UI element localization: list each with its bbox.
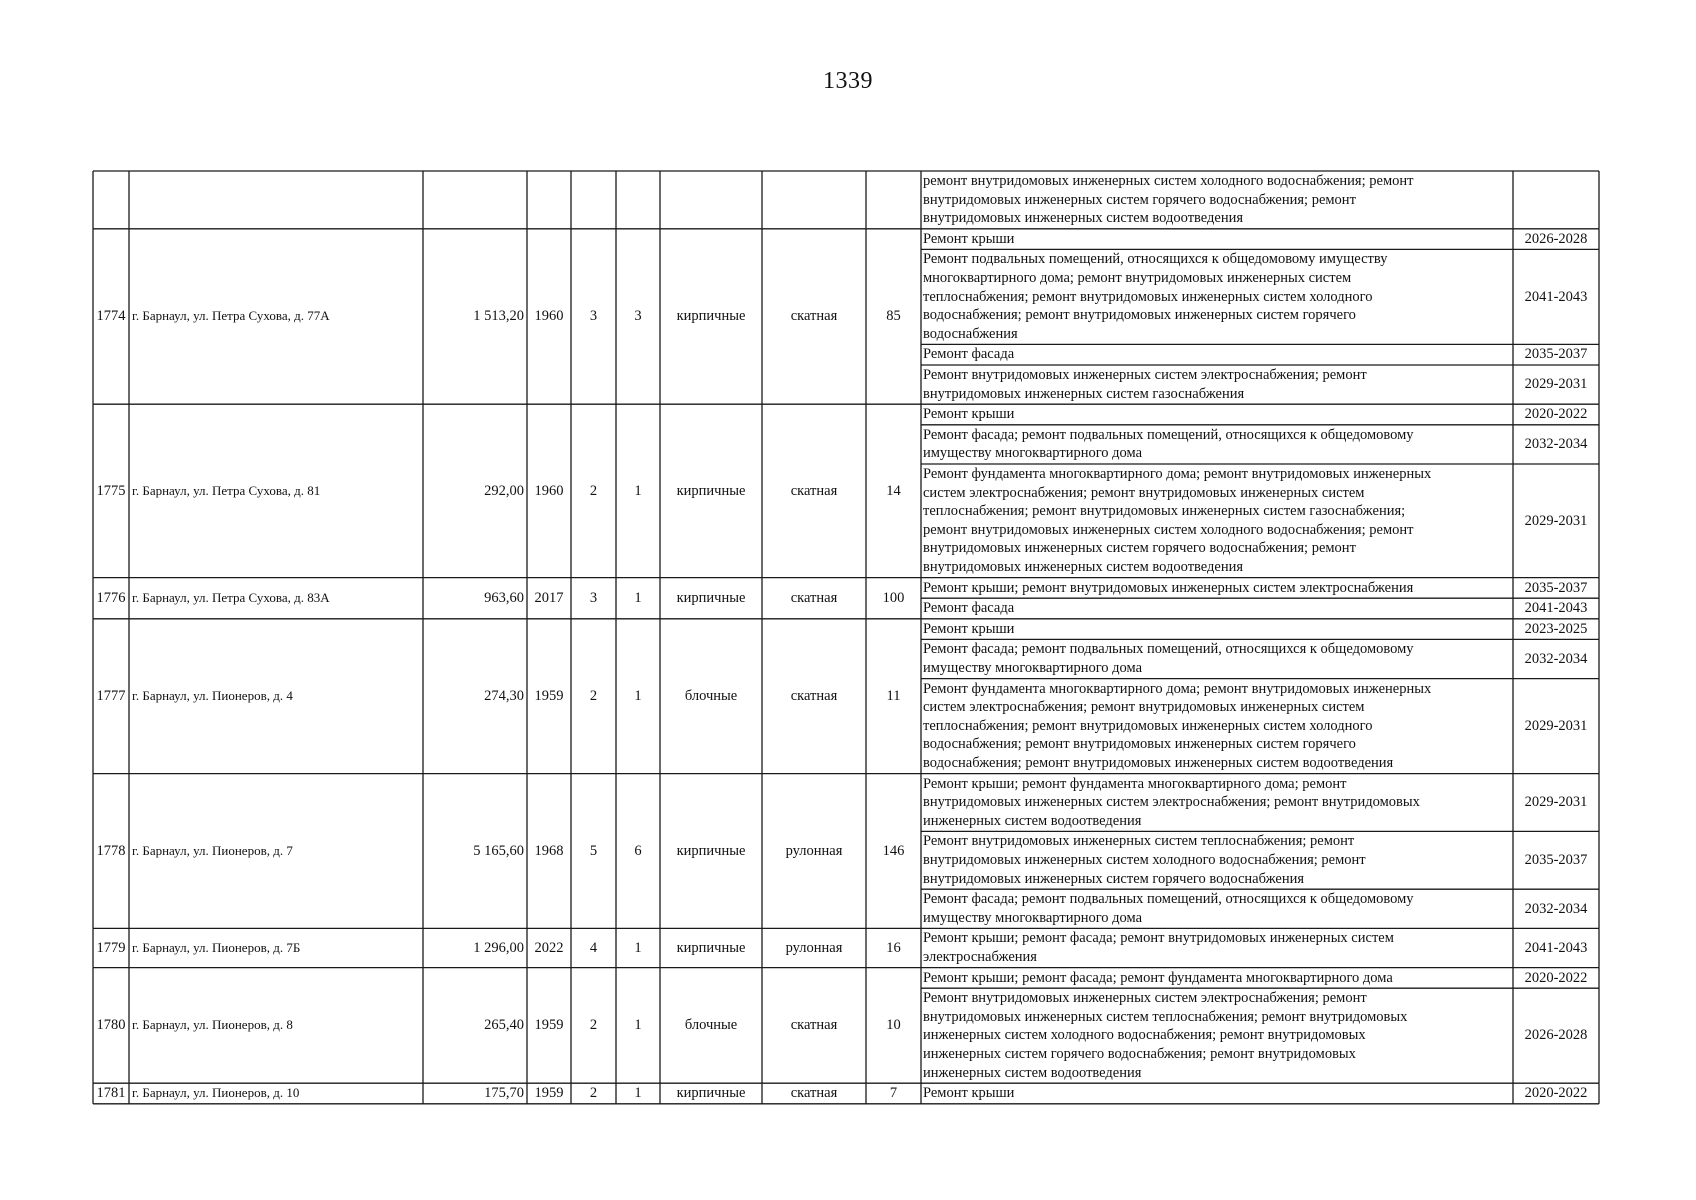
total-area: 5 165,60 [473, 842, 524, 859]
total-area: 1 296,00 [473, 939, 524, 956]
work-description-line: ремонт внутридомовых инженерных систем холодного водоснабжения; ремонт [923, 173, 1414, 189]
repair-period: 2020-2022 [1524, 406, 1588, 423]
total-area: 274,30 [484, 687, 524, 704]
repair-period: 2035-2037 [1524, 852, 1588, 868]
house-address: г. Барнаул, ул. Пионеров, д. 8 [132, 1017, 293, 1033]
repair-period: 2023-2025 [1524, 620, 1588, 637]
floors-count: 3 [589, 308, 598, 325]
build-year: 1959 [534, 687, 564, 704]
house-address: г. Барнаул, ул. Пионеров, д. 4 [132, 687, 293, 703]
entrances-count: 1 [634, 939, 642, 956]
floors-count: 2 [589, 687, 598, 704]
row-number: 1775 [96, 482, 126, 499]
work-description-line: инженерных систем горячего водоснабжения; ремонт внутридомовых [923, 1046, 1356, 1062]
repair-period: 2020-2022 [1524, 1085, 1588, 1102]
roof-type: рулонная [785, 939, 843, 956]
work-description-line: внутридомовых инженерных систем горячего водоснабжения [923, 870, 1305, 887]
house-address: г. Барнаул, ул. Пионеров, д. 7 [132, 842, 293, 858]
house-address: г. Барнаул, ул. Пионеров, д. 7Б [132, 939, 301, 955]
roof-type: рулонная [785, 842, 843, 859]
floors-count: 4 [589, 939, 598, 956]
work-description-line: Ремонт подвальных помещений, относящихся к общедомовому имуществу [923, 251, 1388, 268]
build-year: 1959 [534, 1085, 564, 1102]
house-address: г. Барнаул, ул. Пионеров, д. 10 [132, 1085, 300, 1101]
house-address: г. Барнаул, ул. Петра Сухова, д. 81 [132, 482, 321, 498]
residents-count: 85 [886, 308, 901, 325]
roof-type: скатная [790, 482, 838, 499]
repair-period: 2035-2037 [1524, 579, 1588, 596]
work-description-line: водоснабжения; ремонт внутридомовых инженерных систем водоотведения [923, 755, 1394, 771]
entrances-count: 3 [634, 308, 642, 325]
work-description-line: водоснабжения; ремонт внутридомовых инженерных систем горячего [923, 307, 1356, 324]
total-area: 265,40 [484, 1017, 524, 1034]
work-description-line: Ремонт внутридомовых инженерных систем теплоснабжения; ремонт [923, 833, 1355, 850]
repair-period: 2041-2043 [1524, 288, 1588, 305]
residents-count: 14 [886, 482, 901, 499]
roof-type: скатная [790, 1017, 838, 1034]
repair-period: 2032-2034 [1524, 900, 1588, 917]
residents-count: 11 [886, 687, 901, 704]
work-description-line: Ремонт фундамента многоквартирного дома; ремонт внутридомовых инженерных [923, 466, 1432, 482]
work-description-line: внутридомовых инженерных систем водоотведения [923, 559, 1244, 575]
entrances-count: 1 [634, 589, 642, 606]
wall-material: кирпичные [676, 939, 746, 956]
work-description-line: имуществу многоквартирного дома [923, 909, 1143, 926]
residents-count: 146 [882, 842, 905, 859]
repair-period: 2026-2028 [1524, 230, 1588, 247]
work-description-line: инженерных систем водоотведения [923, 1064, 1142, 1081]
wall-material: кирпичные [676, 1085, 746, 1102]
work-description-line: водоснабжения; ремонт внутридомовых инженерных систем горячего [923, 736, 1356, 753]
total-area: 963,60 [484, 589, 524, 606]
work-description-line: теплоснабжения; ремонт внутридомовых инженерных систем газоснабжения; [923, 503, 1406, 520]
work-description-line: внутридомовых инженерных систем водоотведения [923, 210, 1244, 227]
work-description-line: внутридомовых инженерных систем газоснабжения [923, 385, 1245, 402]
total-area: 175,70 [484, 1085, 524, 1102]
work-description-line: Ремонт фасада; ремонт подвальных помещений, относящихся к общедомовому [923, 641, 1414, 658]
work-description-line: Ремонт крыши; ремонт фасада; ремонт фундамента многоквартирного дома [923, 969, 1393, 986]
wall-material: кирпичные [676, 482, 746, 499]
wall-material: блочные [684, 687, 738, 704]
work-description-line: Ремонт внутридомовых инженерных систем электроснабжения; ремонт [923, 990, 1367, 1007]
repair-period: 2032-2034 [1524, 650, 1588, 667]
residents-count: 7 [889, 1085, 898, 1102]
build-year: 2022 [534, 939, 564, 956]
row-number: 1779 [96, 939, 126, 956]
work-description-line: Ремонт крыши; ремонт внутридомовых инженерных систем электроснабжения [923, 579, 1414, 596]
total-area: 1 513,20 [473, 308, 524, 325]
work-description-line: Ремонт крыши [923, 230, 1015, 247]
build-year: 1960 [534, 308, 564, 325]
row-number: 1777 [96, 687, 126, 704]
entrances-count: 6 [634, 842, 642, 859]
work-description-line: Ремонт фасада [923, 600, 1015, 617]
work-description-line: внутридомовых инженерных систем холодного водоснабжения; ремонт [923, 852, 1366, 868]
residents-count: 10 [886, 1017, 901, 1034]
repair-period: 2029-2031 [1524, 512, 1588, 529]
build-year: 2017 [534, 589, 564, 606]
work-description-line: Ремонт фундамента многоквартирного дома; ремонт внутридомовых инженерных [923, 680, 1432, 697]
row-number: 1780 [96, 1017, 126, 1034]
work-description-line: Ремонт внутридомовых инженерных систем электроснабжения; ремонт [923, 367, 1367, 383]
build-year: 1968 [534, 842, 564, 859]
floors-count: 2 [589, 482, 598, 499]
repair-period: 2029-2031 [1524, 376, 1588, 393]
floors-count: 2 [589, 1017, 598, 1034]
work-description-line: Ремонт крыши [923, 1085, 1015, 1102]
residents-count: 100 [882, 589, 905, 606]
total-area: 292,00 [484, 482, 524, 499]
page-number: 1339 [823, 68, 873, 94]
repair-period: 2041-2043 [1524, 939, 1588, 956]
work-description-line: теплоснабжения; ремонт внутридомовых инженерных систем холодного [923, 717, 1373, 734]
work-description-line: Ремонт крыши [923, 620, 1015, 637]
roof-type: скатная [790, 1085, 838, 1102]
wall-material: кирпичные [676, 308, 746, 325]
row-number: 1781 [96, 1085, 126, 1102]
repair-period: 2032-2034 [1524, 436, 1588, 453]
work-description-line: Ремонт крыши; ремонт фасада; ремонт внутридомовых инженерных систем [923, 930, 1394, 947]
roof-type: скатная [790, 687, 838, 704]
row-number: 1774 [96, 308, 126, 325]
build-year: 1960 [534, 482, 564, 499]
row-number: 1778 [96, 842, 126, 859]
roof-type: скатная [790, 589, 838, 606]
house-address: г. Барнаул, ул. Петра Сухова, д. 77А [132, 308, 330, 324]
floors-count: 3 [589, 589, 598, 606]
work-description-line: имуществу многоквартирного дома [923, 445, 1143, 462]
wall-material: кирпичные [676, 589, 746, 606]
wall-material: блочные [684, 1017, 738, 1034]
floors-count: 5 [589, 842, 598, 859]
work-description-line: внутридомовых инженерных систем теплоснабжения; ремонт внутридомовых [923, 1008, 1408, 1025]
work-description-line: систем электроснабжения; ремонт внутридомовых инженерных систем [923, 699, 1365, 716]
work-description-line: внутридомовых инженерных систем электроснабжения; ремонт внутридомовых [923, 794, 1420, 811]
work-description-line: Ремонт фасада [923, 346, 1015, 363]
floors-count: 2 [589, 1085, 598, 1102]
work-description-line: теплоснабжения; ремонт внутридомовых инженерных систем холодного [923, 288, 1373, 305]
work-description-line: Ремонт крыши [923, 406, 1015, 423]
work-description-line: инженерных систем водоотведения [923, 812, 1142, 829]
repair-period: 2029-2031 [1524, 794, 1588, 811]
repair-period: 2020-2022 [1524, 969, 1588, 986]
work-description-line: Ремонт фасада; ремонт подвальных помещений, относящихся к общедомовому [923, 891, 1414, 908]
work-description-line: инженерных систем холодного водоснабжения; ремонт внутридомовых [923, 1027, 1366, 1044]
work-description-line: ремонт внутридомовых инженерных систем холодного водоснабжения; ремонт [923, 521, 1414, 538]
work-description-line: имуществу многоквартирного дома [923, 660, 1143, 676]
house-address: г. Барнаул, ул. Петра Сухова, д. 83А [132, 589, 330, 605]
work-description-line: внутридомовых инженерных систем горячего водоснабжения; ремонт [923, 540, 1356, 557]
repair-period: 2035-2037 [1524, 346, 1588, 363]
work-description-line: Ремонт крыши; ремонт фундамента многоквартирного дома; ремонт [923, 775, 1347, 792]
roof-type: скатная [790, 308, 838, 325]
work-description-line: Ремонт фасада; ремонт подвальных помещений, относящихся к общедомовому [923, 426, 1414, 443]
repair-period: 2026-2028 [1524, 1027, 1588, 1044]
build-year: 1959 [534, 1017, 564, 1034]
entrances-count: 1 [634, 482, 642, 499]
entrances-count: 1 [634, 687, 642, 704]
work-description-line: многоквартирного дома; ремонт внутридомовых инженерных систем [923, 270, 1352, 286]
row-number: 1776 [96, 589, 126, 606]
work-description-line: внутридомовых инженерных систем горячего водоснабжения; ремонт [923, 191, 1356, 208]
work-description-line: электроснабжения [923, 949, 1037, 965]
repair-period: 2041-2043 [1524, 600, 1588, 617]
wall-material: кирпичные [676, 842, 746, 859]
work-description-line: водоснабжения [923, 325, 1018, 342]
entrances-count: 1 [634, 1085, 642, 1102]
entrances-count: 1 [634, 1017, 642, 1034]
residents-count: 16 [886, 939, 901, 956]
work-description-line: систем электроснабжения; ремонт внутридомовых инженерных систем [923, 484, 1365, 501]
repair-period: 2029-2031 [1524, 717, 1588, 734]
